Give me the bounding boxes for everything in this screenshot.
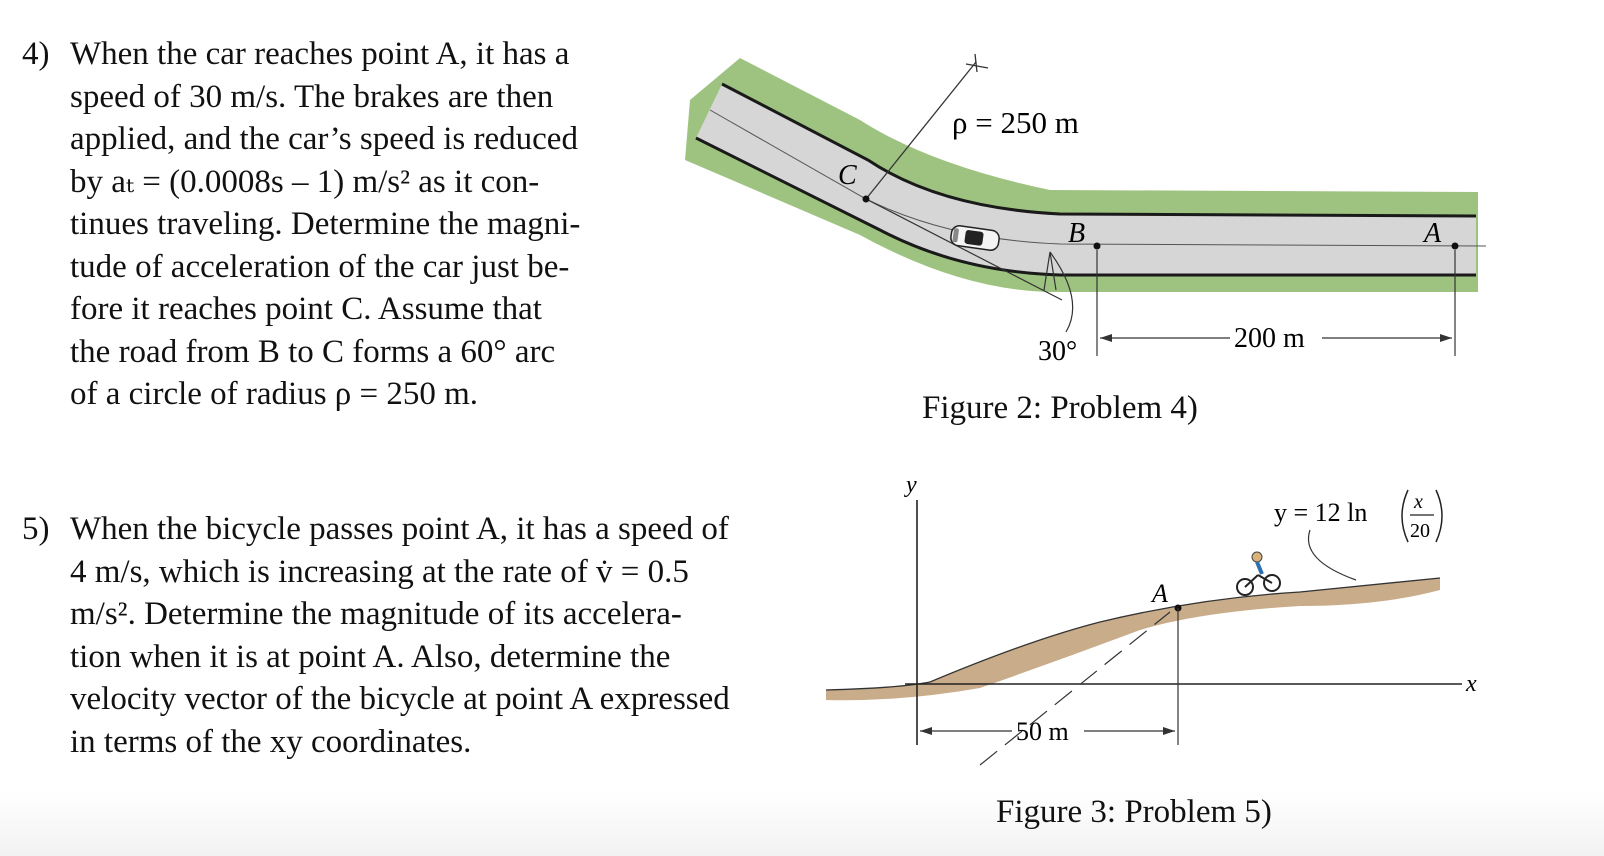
- point-a-label: A: [1152, 579, 1168, 608]
- text-line: m/s². Determine the magnitude of its accelera-: [70, 596, 682, 632]
- distance-label: 200 m: [1234, 323, 1305, 354]
- text-line: tion when it is at point A. Also, determine the: [70, 638, 671, 675]
- text-line: of a circle of radius ρ = 250 m.: [70, 376, 479, 412]
- text-line: velocity vector of the bicycle at point A expressed: [70, 681, 730, 717]
- text-line: the road from B to C forms a 60° arc: [70, 333, 556, 370]
- point-b-label: B: [1068, 218, 1086, 249]
- fraction-numerator: x: [1414, 491, 1423, 513]
- dimension-arrowhead: [920, 727, 932, 735]
- equation-paren-left: [1402, 490, 1408, 542]
- bicycle-icon: [1237, 552, 1280, 595]
- figure-2-caption: Figure 2: Problem 4): [922, 390, 1198, 426]
- problem-number: 5): [22, 511, 50, 547]
- text-line: tude of acceleration of the car just be-: [70, 248, 570, 285]
- text-line: When the bicycle passes point A, it has a speed of: [70, 511, 729, 547]
- equation-leader-line: [1308, 530, 1356, 580]
- angle-label: 30°: [1038, 336, 1078, 367]
- dimension-arrowhead: [1163, 727, 1175, 735]
- y-axis-label: y: [906, 472, 917, 498]
- text-line: applied, and the car’s speed is reduced: [70, 121, 578, 157]
- equation-paren-right: [1436, 490, 1442, 542]
- x-axis-label: x: [1466, 671, 1477, 697]
- problem-number: 4): [22, 36, 50, 72]
- text-line: in terms of the xy coordinates.: [70, 723, 472, 760]
- text-line: 4 m/s, which is increasing at the rate of v̇ = 0.5: [70, 553, 689, 590]
- figure-3-caption: Figure 3: Problem 5): [996, 794, 1272, 830]
- point-a-label: A: [1424, 218, 1442, 249]
- text-line: by aₜ = (0.0008s – 1) m/s² as it con-: [70, 163, 540, 200]
- rho-label: ρ = 250 m: [952, 105, 1079, 140]
- point-c-label: C: [838, 160, 857, 191]
- text-line: When the car reaches point A, it has a: [70, 36, 570, 72]
- distance-label: 50 m: [1016, 717, 1069, 746]
- text-line: tinues traveling. Determine the magni-: [70, 206, 581, 242]
- text-line: fore it reaches point C. Assume that: [70, 291, 542, 327]
- equation-label: y = 12 ln: [1274, 498, 1368, 527]
- text-line: speed of 30 m/s. The brakes are then: [70, 78, 554, 115]
- bottom-shade: [0, 790, 1604, 856]
- fraction-denominator: 20: [1410, 520, 1430, 542]
- ground-area: [826, 578, 1440, 700]
